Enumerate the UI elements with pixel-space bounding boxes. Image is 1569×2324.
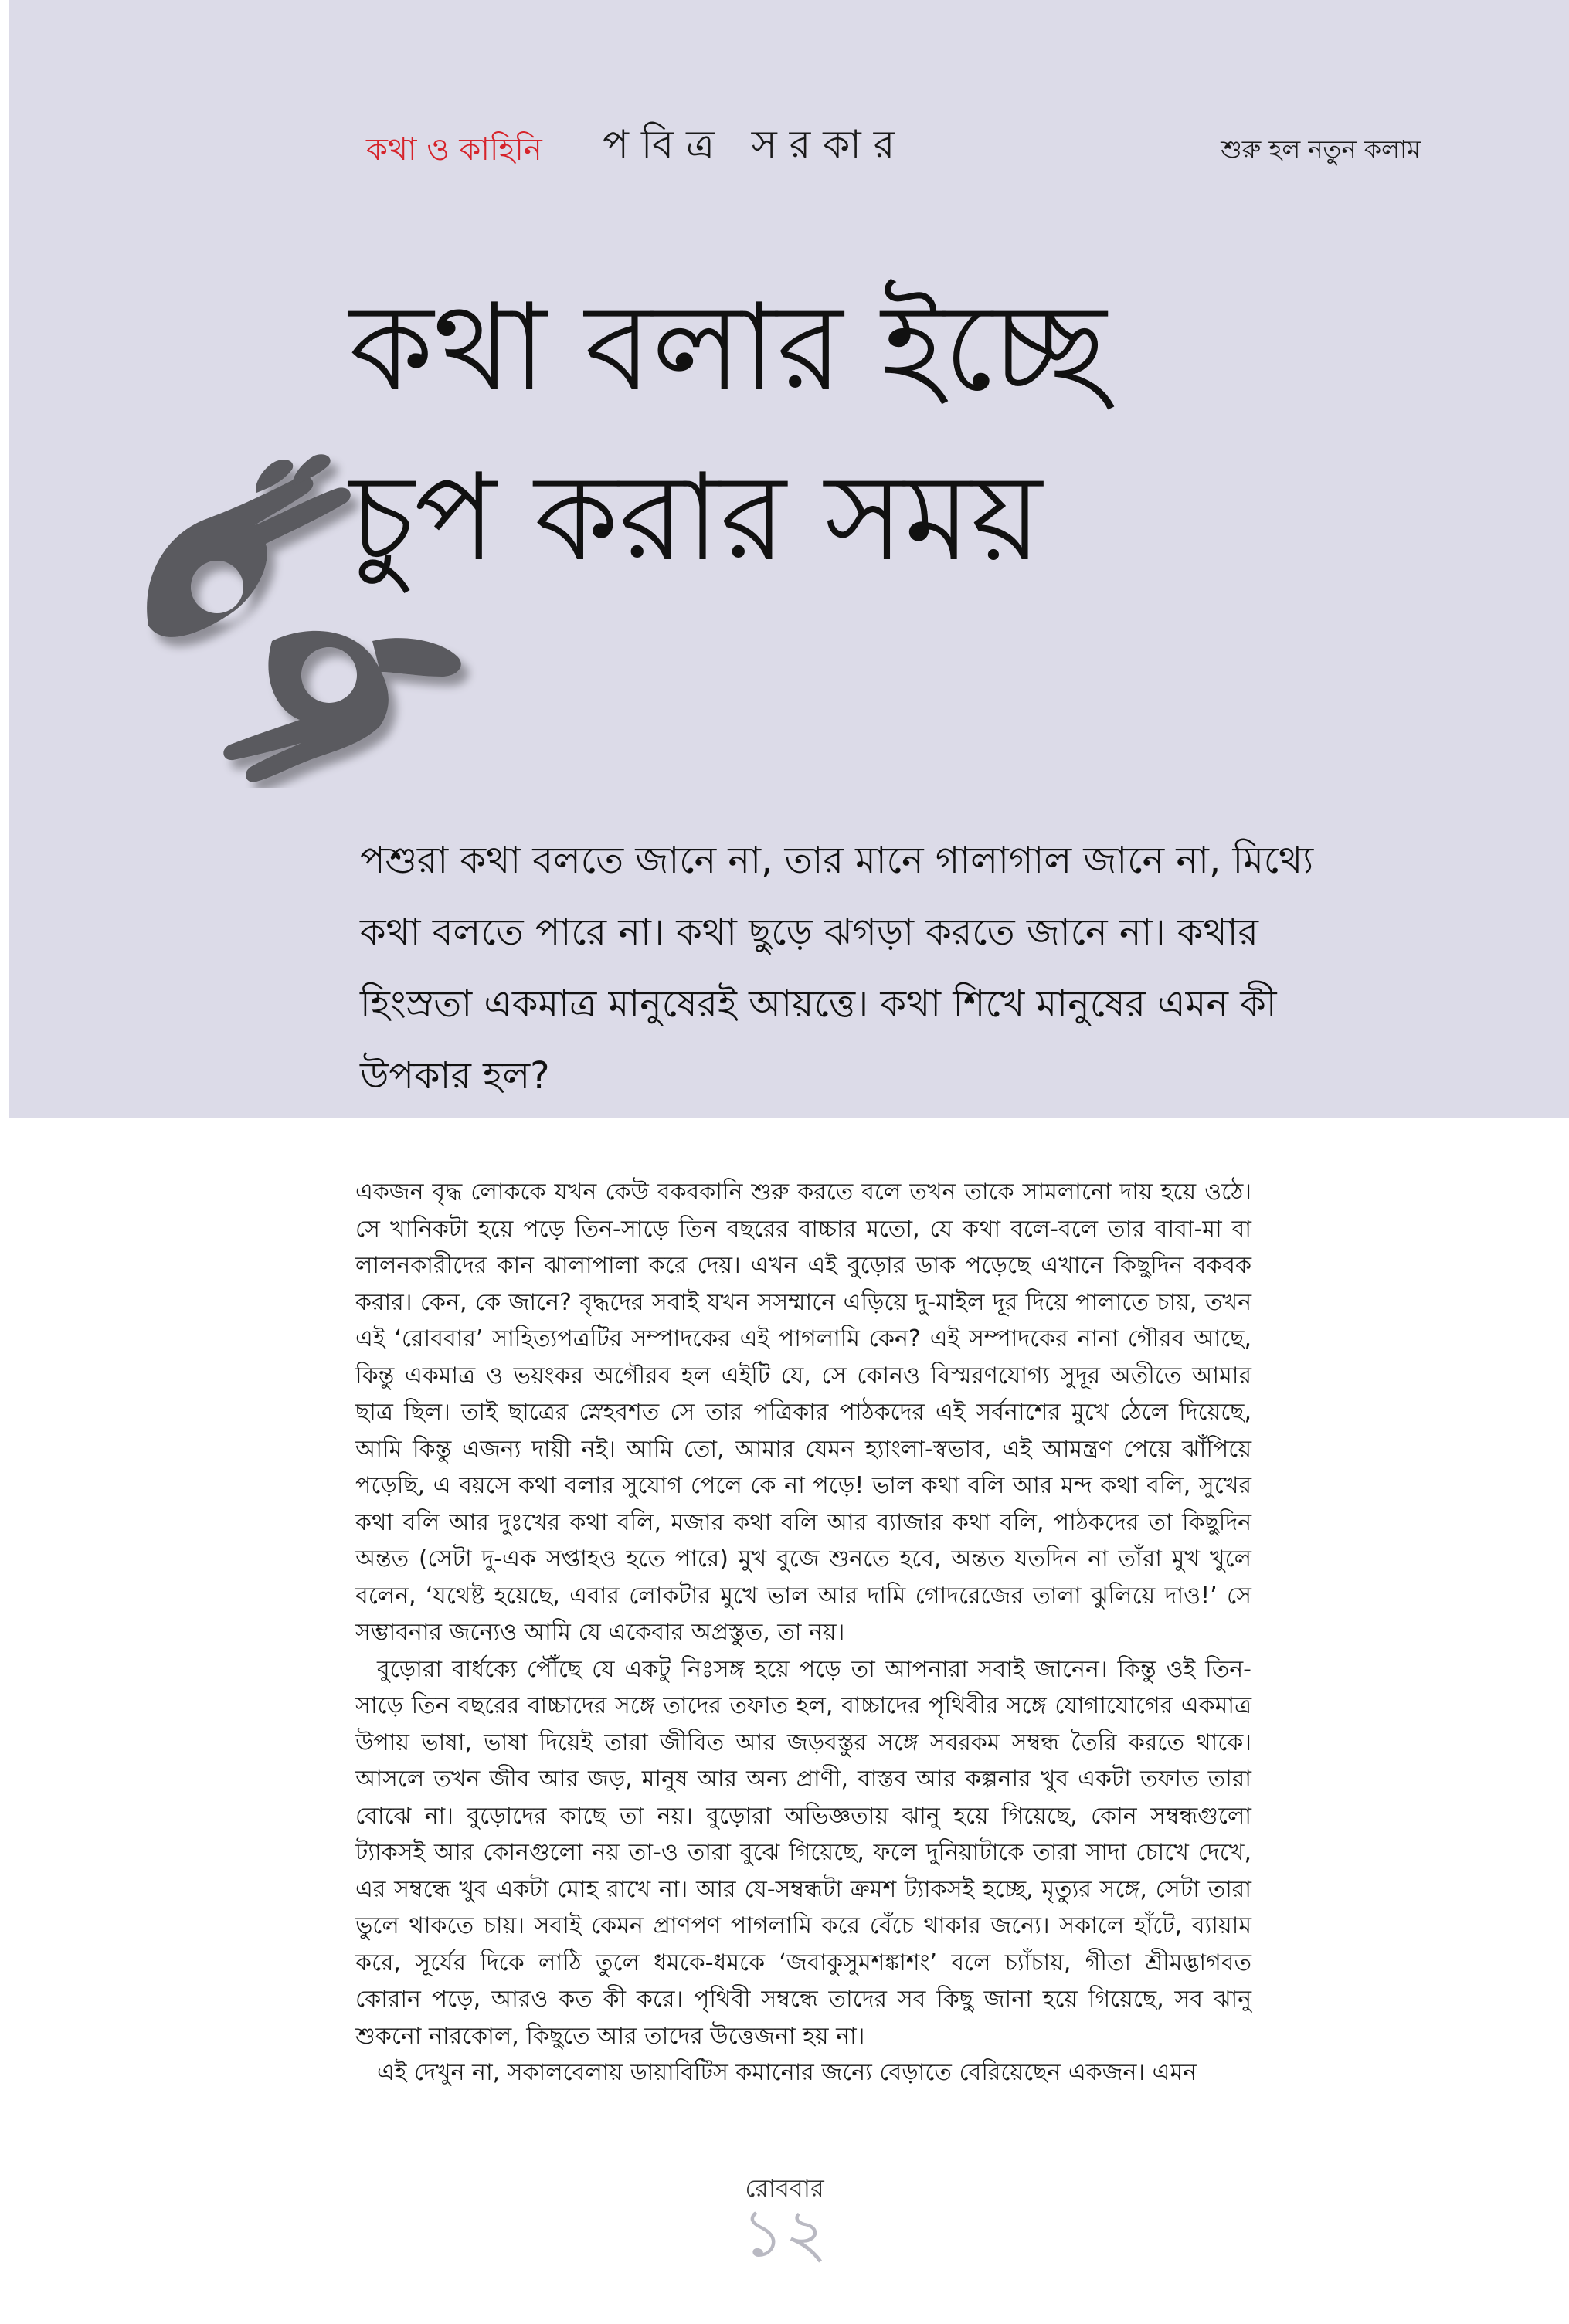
headline-line-1: কথা বলার ইচ্ছে [349, 277, 1107, 418]
article-body [355, 1174, 1251, 2092]
column-note: শুরু হল নতুন কলাম [1221, 134, 1421, 164]
headline [349, 263, 1446, 602]
header-panel [9, 0, 1569, 1118]
author-name: পবিত্র সরকার [603, 122, 908, 167]
section-label: কথা ও কাহিনি [366, 132, 542, 168]
paragraph-2: বুড়োরা বার্ধক্যে পৌঁছে যে একটু নিঃসঙ্গ হয়ে পড়ে তা আপনারা সবাই জানেন। কিন্তু ওই তিন-সাড়ে তিন বছরের বাচ্চাদের সঙ্গে তাদের তফাত হল, বাচ্চাদের পৃথিবীর সঙ্গে যোগাযোগের একমাত্র উপায় ভাষা, ভাষা দিয়েই তারা জীবিত আর জড়বস্তুর সঙ্গে সবরকম সম্বন্ধ তৈরি করতে থাকে। আসলে তখন জীব আর জড়, মানুষ আর অন্য প্রাণী, বাস্তব আর কল্পনার খুব একটা তফাত তারা বোঝে না। বুড়োদের কাছে তা নয়। বুড়োরা অভিজ্ঞতায় ঝানু হয়ে গিয়েছে, কোন সম্বন্ধগুলো ট্যাকসই আর কোনগুলো নয় তা-ও তারা বুঝে গিয়েছে, ফলে দুনিয়াটাকে তারা সাদা চোখে দেখে, এর সম্বন্ধে খুব একটা মোহ রাখে না। আর যে-সম্বন্ধটা ক্রমশ ট্যাকসই হচ্ছে, মৃত্যুর সঙ্গে, সেটা তারা ভুলে থাকতে চায়। সবাই কেমন প্রাণপণ পাগলামি করে বেঁচে থাকার জন্যে। সকালে হাঁটে, ব্যায়াম করে, সূর্যের দিকে লাঠি তুলে ধমকে-ধমকে ‘জবাকুসুমশঙ্কাশং’ বলে চ্যাঁচায়, গীতা শ্রীমদ্ভাগবত কোরান পড়ে, আরও কত কী করে। পৃথিবী সম্বন্ধে তাদের সব কিছু জানা হয়ে গিয়েছে, সব ঝানু শুকনো নারকোল, কিছুতে আর তাদের উত্তেজনা হয় না। [355, 1655, 1251, 2050]
magazine-name: রোববার [745, 2173, 824, 2203]
paragraph-1: একজন বৃদ্ধ লোককে যখন কেউ বকবকানি শুরু করতে বলে তখন তাকে সামলানো দায় হয়ে ওঠে। সে খানিকটা হয়ে পড়ে তিন-সাড়ে তিন বছরের বাচ্চার মতো, যে কথা বলে-বলে তার বাবা-মা বা লালনকারীদের কান ঝালাপালা করে দেয়। এখন এই বুড়োর ডাক পড়েছে এখানে কিছুদিন বকবক করার। কেন, কে জানে? বৃদ্ধদের সবাই যখন সসম্মানে এড়িয়ে দু-মাইল দূর দিয়ে পালাতে চায়, তখন এই ‘রোববার’ সাহিত্যপত্রটির সম্পাদকের এই পাগলামি কেন? এই সম্পাদকের নানা গৌরব আছে, কিন্তু একমাত্র ও ভয়ংকর অগৌরব হল এইটি যে, সে কোনও বিস্মরণযোগ্য সুদূর অতীতে আমার ছাত্র ছিল। তাই ছাত্রের স্নেহবশত সে তার পত্রিকার পাঠকদের এই সর্বনাশের মুখে ঠেলে দিয়েছে, আমি কিন্তু এজন্য দায়ী নই। আমি তো, আমার যেমন হ্যাংলা-স্বভাব, এই আমন্ত্রণ পেয়ে ঝাঁপিয়ে পড়েছি, এ বয়সে কথা বলার সুযোগ পেলে কে না পড়ে! ভাল কথা বলি আর মন্দ কথা বলি, সুখের কথা বলি আর দুঃখের কথা বলি, মজার কথা বলি আর ব্যাজার কথা বলি, পাঠকদের তা কিছুদিন অন্তত (সেটা দু-এক সপ্তাহও হতে পারে) মুখ বুজে শুনতে হবে, অন্তত যতদিন না তাঁরা মুখ খুলে বলেন, ‘যথেষ্ট হয়েছে, এবার লোকটার মুখে ভাল আর দামি গোদরেজের তালা ঝুলিয়ে দাও!’ সে সম্ভাবনার জন্যেও আমি যে একেবার অপ্রস্তুত, তা নয়। [355, 1179, 1251, 1646]
standfirst: পশুরা কথা বলতে জানে না, তার মানে গালাগাল জানে না, মিথ্যে কথা বলতে পারে না। কথা ছুড়ে ঝগড়া করতে জানে না। কথার হিংস্রতা একমাত্র মানুষেরই আয়ত্তে। কথা শিখে মানুষের এমন কী উপকার হল? [360, 839, 1314, 1098]
headline-line-2: চুপ করার সময় [349, 447, 1042, 588]
page-number: ১২ [741, 2195, 828, 2272]
paragraph-3: এই দেখুন না, সকালবেলায় ডায়াবিটিস কমানোর জন্যে বেড়াতে বেরিয়েছেন একজন। এমন [377, 2059, 1197, 2086]
